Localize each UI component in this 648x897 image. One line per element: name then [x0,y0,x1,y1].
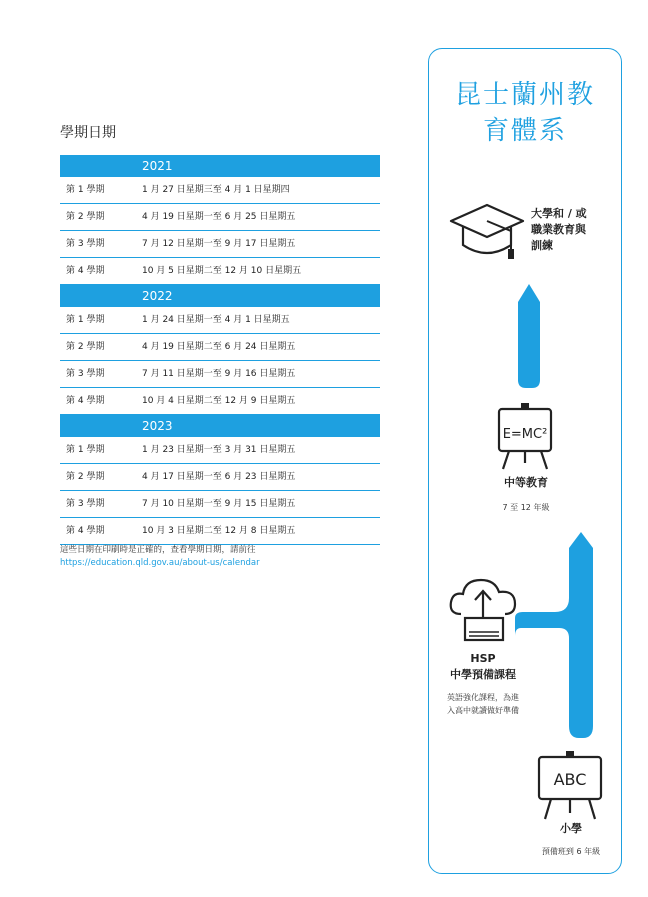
term-dates: 10 月 5 日星期二至 12 月 10 日星期五 [142,266,302,276]
hsp-sub [429,691,537,717]
term-dates: 4 月 19 日星期二至 6 月 24 日星期五 [142,342,296,352]
table-row [60,518,380,545]
hsp-line1: HSP [470,652,496,665]
table-row [60,361,380,388]
table-row [60,177,380,204]
calendar-note: 這些日期在印刷時是正確的，查看學期日期，請前往 [60,545,256,555]
term-label: 第 2 學期 [66,472,105,482]
calendar-link[interactable]: https://education.qld.gov.au/about-us/calendar [60,558,260,568]
cloud-upload-book-icon [445,574,521,646]
hsp-label [429,651,537,683]
hsp-sub2: 入高中就讀做好準備 [447,706,519,715]
hsp-sub1: 英語強化課程，為進 [447,693,519,702]
table-row [60,231,380,258]
tertiary-label [531,206,587,254]
term-label: 第 4 學期 [66,396,105,406]
term-label: 第 3 學期 [66,239,105,249]
term-label: 第 2 學期 [66,342,105,352]
term-dates: 7 月 11 日星期一至 9 月 16 日星期五 [142,369,296,379]
term-dates-heading: 學期日期 [60,125,116,141]
board-text: E=MC² [502,427,548,442]
table-row [60,258,380,285]
term-dates: 7 月 12 日星期一至 9 月 17 日星期五 [142,239,296,249]
primary-sub: 預備班到 6 年級 [541,847,601,856]
term-dates: 1 月 27 日星期三至 4 月 1 日星期四 [142,185,290,195]
term-dates: 1 月 23 日星期一至 3 月 31 日星期五 [142,445,296,455]
secondary-sub: 7 至 12 年級 [502,503,550,512]
term-dates: 10 月 4 日星期二至 12 月 9 日星期五 [142,396,296,406]
year-header: 2022 [60,285,380,307]
tertiary-line3: 訓練 [531,239,553,252]
table-row [60,464,380,491]
pathway-title-line1: 昆士蘭州教 [454,80,595,110]
tertiary-line2: 職業教育與 [531,223,586,236]
tertiary-line1: 大學和 / 或 [531,207,587,220]
term-label: 第 2 學期 [66,212,105,222]
chalkboard-icon [495,401,555,471]
secondary-label: 中等教育 [504,476,548,489]
board-text: ABC [553,770,587,789]
term-label: 第 3 學期 [66,369,105,379]
table-row [60,437,380,464]
hsp-line2: 中學預備課程 [450,668,516,681]
pathway-title-line2: 育體系 [482,116,567,146]
year-header: 2023 [60,415,380,437]
year-header: 2021 [60,155,380,177]
table-row [60,204,380,231]
term-dates: 7 月 10 日星期一至 9 月 15 日星期五 [142,499,296,509]
table-row [60,388,380,415]
term-label: 第 3 學期 [66,499,105,509]
chalkboard-icon [535,749,605,821]
table-row [60,491,380,518]
term-label: 第 4 學期 [66,266,105,276]
pathway-segment [514,284,544,388]
primary-label: 小學 [560,822,582,835]
pathway-title [429,77,621,149]
term-label: 第 4 學期 [66,526,105,536]
term-label: 第 1 學期 [66,185,105,195]
term-dates: 10 月 3 日星期二至 12 月 8 日星期五 [142,526,296,536]
table-row [60,334,380,361]
graduation-cap-icon [449,201,525,263]
term-dates: 1 月 24 日星期一至 4 月 1 日星期五 [142,315,290,325]
term-dates-table [60,155,380,545]
table-row [60,307,380,334]
term-label: 第 1 學期 [66,315,105,325]
term-label: 第 1 學期 [66,445,105,455]
term-dates: 4 月 17 日星期一至 6 月 23 日星期五 [142,472,296,482]
education-pathway-panel [428,48,622,874]
term-dates: 4 月 19 日星期一至 6 月 25 日星期五 [142,212,296,222]
